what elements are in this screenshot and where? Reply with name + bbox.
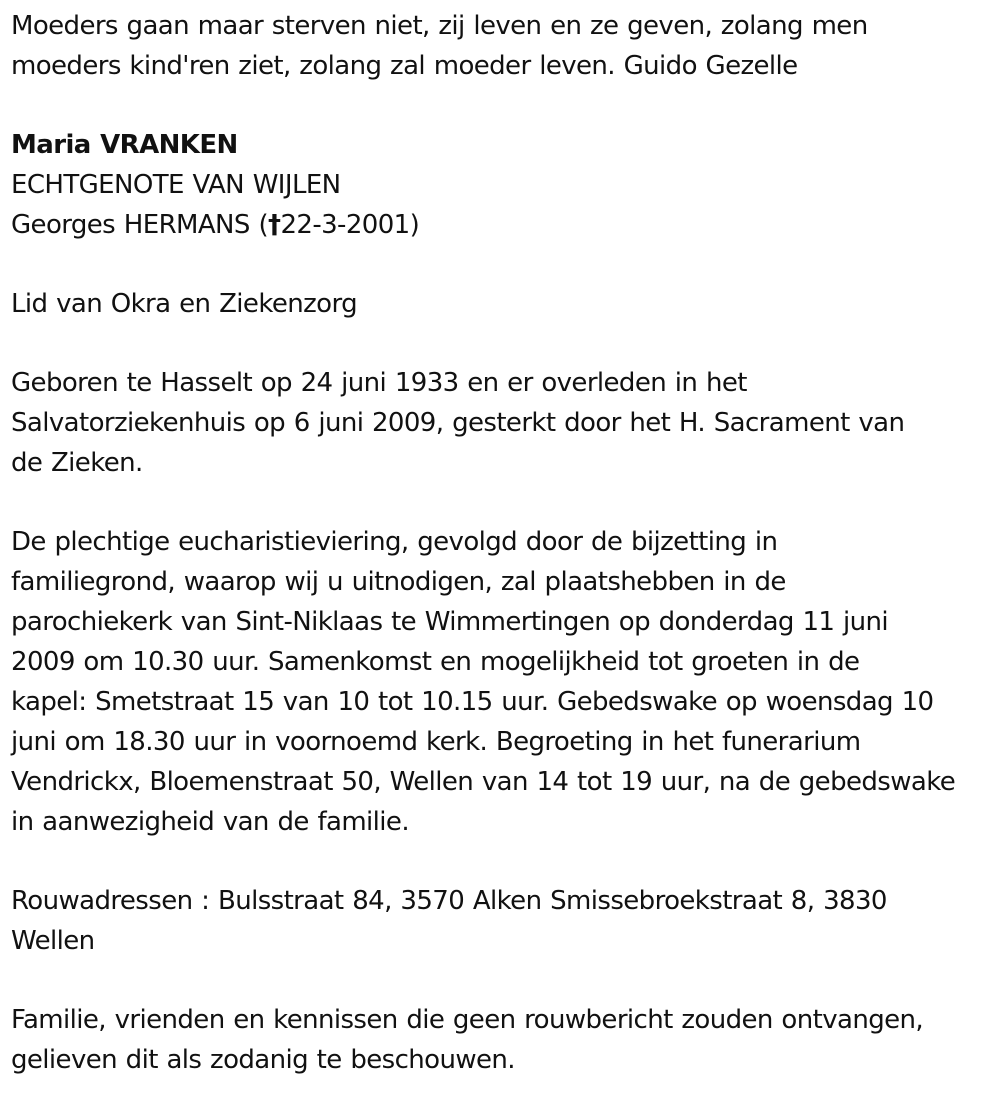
cross-icon: † <box>268 210 281 240</box>
quote-line: moeders kind'ren ziet, zolang zal moeder leven. Guido Gezelle <box>11 51 798 81</box>
ceremony-line: parochiekerk van Sint-Niklaas te Wimmertingen op donderdag 11 juni <box>11 607 889 637</box>
ceremony-line: in aanwezigheid van de familie. <box>11 807 409 837</box>
spacer <box>11 483 996 522</box>
quote-line: Moeders gaan maar sterven niet, zij leven en ze geven, zolang men <box>11 11 868 41</box>
quote-paragraph <box>11 6 996 86</box>
birth-death-line: de Zieken. <box>11 448 143 478</box>
birth-death-line: Geboren te Hasselt op 24 juni 1933 en er overleden in het <box>11 368 747 398</box>
addresses-paragraph <box>11 881 996 961</box>
spacer <box>11 961 996 1000</box>
ceremony-paragraph <box>11 522 996 842</box>
notice-paragraph <box>11 1000 996 1080</box>
birth-death-paragraph <box>11 363 996 483</box>
membership-line: Lid van Okra en Ziekenzorg <box>11 289 358 319</box>
addresses-line: Wellen <box>11 926 95 956</box>
spouse-line <box>11 205 996 245</box>
obituary-document <box>11 6 996 1080</box>
deceased-name: Maria VRANKEN <box>11 130 238 160</box>
ceremony-line: De plechtige eucharistieviering, gevolgd door de bijzetting in <box>11 527 778 557</box>
addresses-line: Rouwadressen : Bulsstraat 84, 3570 Alken Smissebroekstraat 8, 3830 <box>11 886 887 916</box>
deceased-block <box>11 125 996 245</box>
notice-line: gelieven dit als zodanig te beschouwen. <box>11 1045 515 1075</box>
spacer <box>11 842 996 881</box>
spouse-name: Georges HERMANS ( <box>11 210 269 240</box>
relation-line: ECHTGENOTE VAN WIJLEN <box>11 170 341 200</box>
birth-death-line: Salvatorziekenhuis op 6 juni 2009, gesterkt door het H. Sacrament van <box>11 408 905 438</box>
ceremony-line: familiegrond, waarop wij u uitnodigen, zal plaatshebben in de <box>11 567 786 597</box>
spacer <box>11 324 996 363</box>
spacer <box>11 86 996 125</box>
spacer <box>11 245 996 284</box>
notice-line: Familie, vrienden en kennissen die geen rouwbericht zouden ontvangen, <box>11 1005 924 1035</box>
ceremony-line: kapel: Smetstraat 15 van 10 tot 10.15 uur. Gebedswake op woensdag 10 <box>11 687 934 717</box>
ceremony-line: 2009 om 10.30 uur. Samenkomst en mogelijkheid tot groeten in de <box>11 647 860 677</box>
spouse-death-date: 22-3-2001) <box>280 210 420 240</box>
ceremony-line: juni om 18.30 uur in voornoemd kerk. Begroeting in het funerarium <box>11 727 861 757</box>
ceremony-line: Vendrickx, Bloemenstraat 50, Wellen van 14 tot 19 uur, na de gebedswake <box>11 767 956 797</box>
